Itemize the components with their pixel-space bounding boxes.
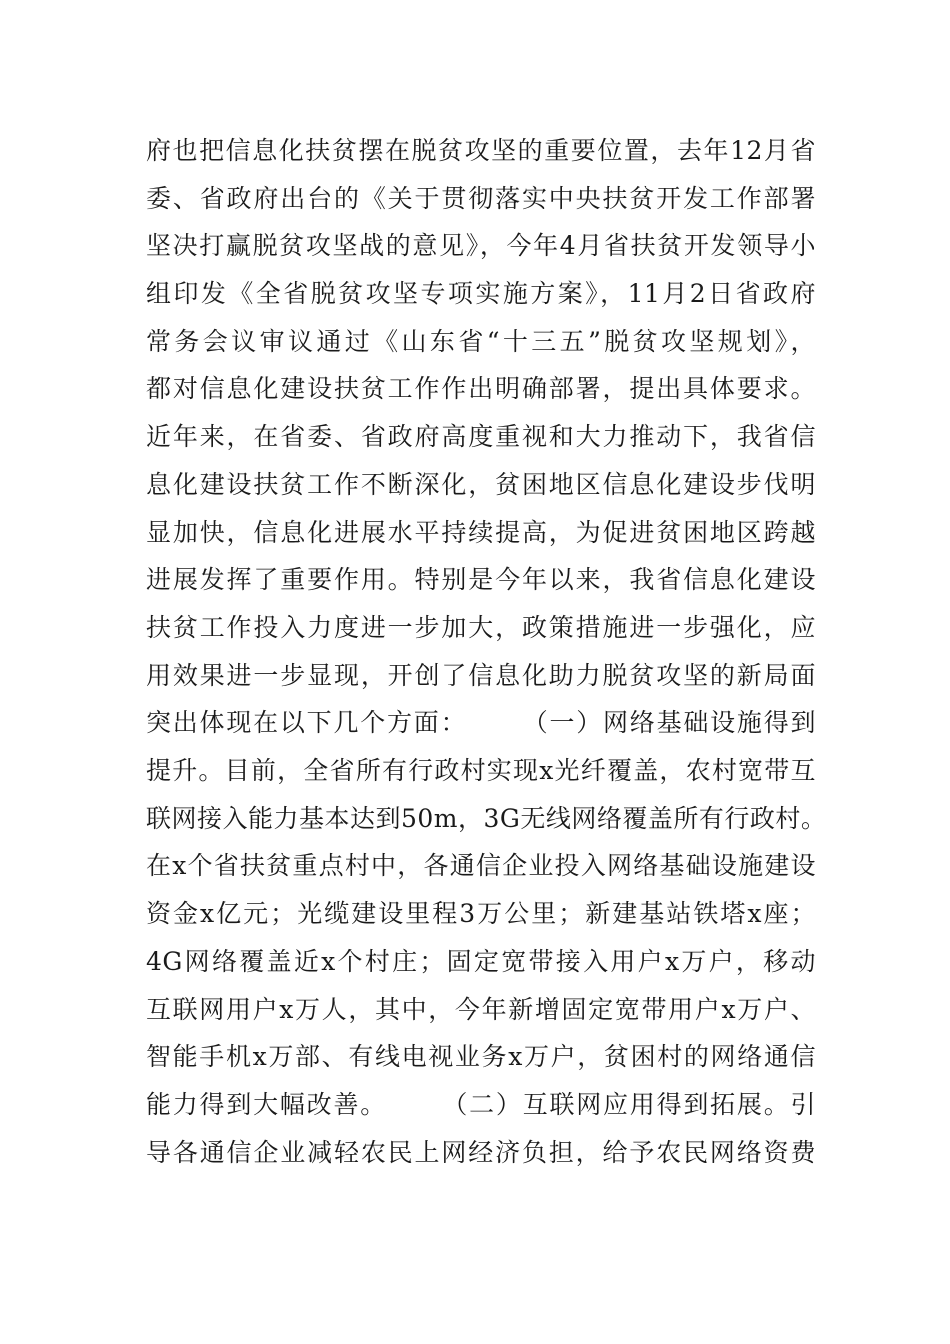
paragraph-line: 组印发《全省脱贫攻坚专项实施方案》，11月2日省政府 [146, 279, 816, 308]
paragraph-line: 坚决打赢脱贫攻坚战的意见》，今年4月省扶贫开发领导小 [146, 231, 816, 260]
paragraph-line: 近年来，在省委、省政府高度重视和大力推动下，我省信 [146, 422, 816, 451]
paragraph-line: 进展发挥了重要作用。特别是今年以来，我省信息化建设 [146, 565, 816, 594]
paragraph-line: 提升。目前，全省所有行政村实现x光纤覆盖，农村宽带互 [146, 756, 816, 785]
paragraph-line: 互联网用户x万人，其中，今年新增固定宽带用户x万户、 [146, 995, 816, 1024]
paragraph-line: 府也把信息化扶贫摆在脱贫攻坚的重要位置，去年12月省 [146, 136, 816, 165]
paragraph-line: 突出体现在以下几个方面： （一）网络基础设施得到 [146, 708, 816, 737]
paragraph-line: 都对信息化建设扶贫工作作出明确部署，提出具体要求。 [146, 374, 816, 403]
paragraph-line: 委、省政府出台的《关于贯彻落实中央扶贫开发工作部署 [146, 184, 816, 213]
paragraph-line: 在x个省扶贫重点村中，各通信企业投入网络基础设施建设 [146, 851, 816, 880]
paragraph-line: 扶贫工作投入力度进一步加大，政策措施进一步强化，应 [146, 613, 816, 642]
paragraph-line: 用效果进一步显现，开创了信息化助力脱贫攻坚的新局面 [146, 661, 816, 690]
paragraph-line: 联网接入能力基本达到50m，3G无线网络覆盖所有行政村。 [146, 804, 827, 833]
paragraph-line: 能力得到大幅改善。 （二）互联网应用得到拓展。引 [146, 1090, 816, 1119]
paragraph-line: 常务会议审议通过《山东省“十三五”脱贫攻坚规划》， [146, 327, 816, 356]
paragraph-line: 导各通信企业减轻农民上网经济负担，给予农民网络资费 [146, 1138, 816, 1167]
paragraph-line: 4G网络覆盖近x个村庄；固定宽带接入用户x万户，移动 [146, 947, 816, 976]
paragraph-line: 智能手机x万部、有线电视业务x万户，贫困村的网络通信 [146, 1042, 816, 1071]
paragraph-line: 显加快，信息化进展水平持续提高，为促进贫困地区跨越 [146, 518, 816, 547]
paragraph-line: 资金x亿元；光缆建设里程3万公里；新建基站铁塔x座； [146, 899, 816, 928]
paragraph-line: 息化建设扶贫工作不断深化，贫困地区信息化建设步伐明 [146, 470, 816, 499]
